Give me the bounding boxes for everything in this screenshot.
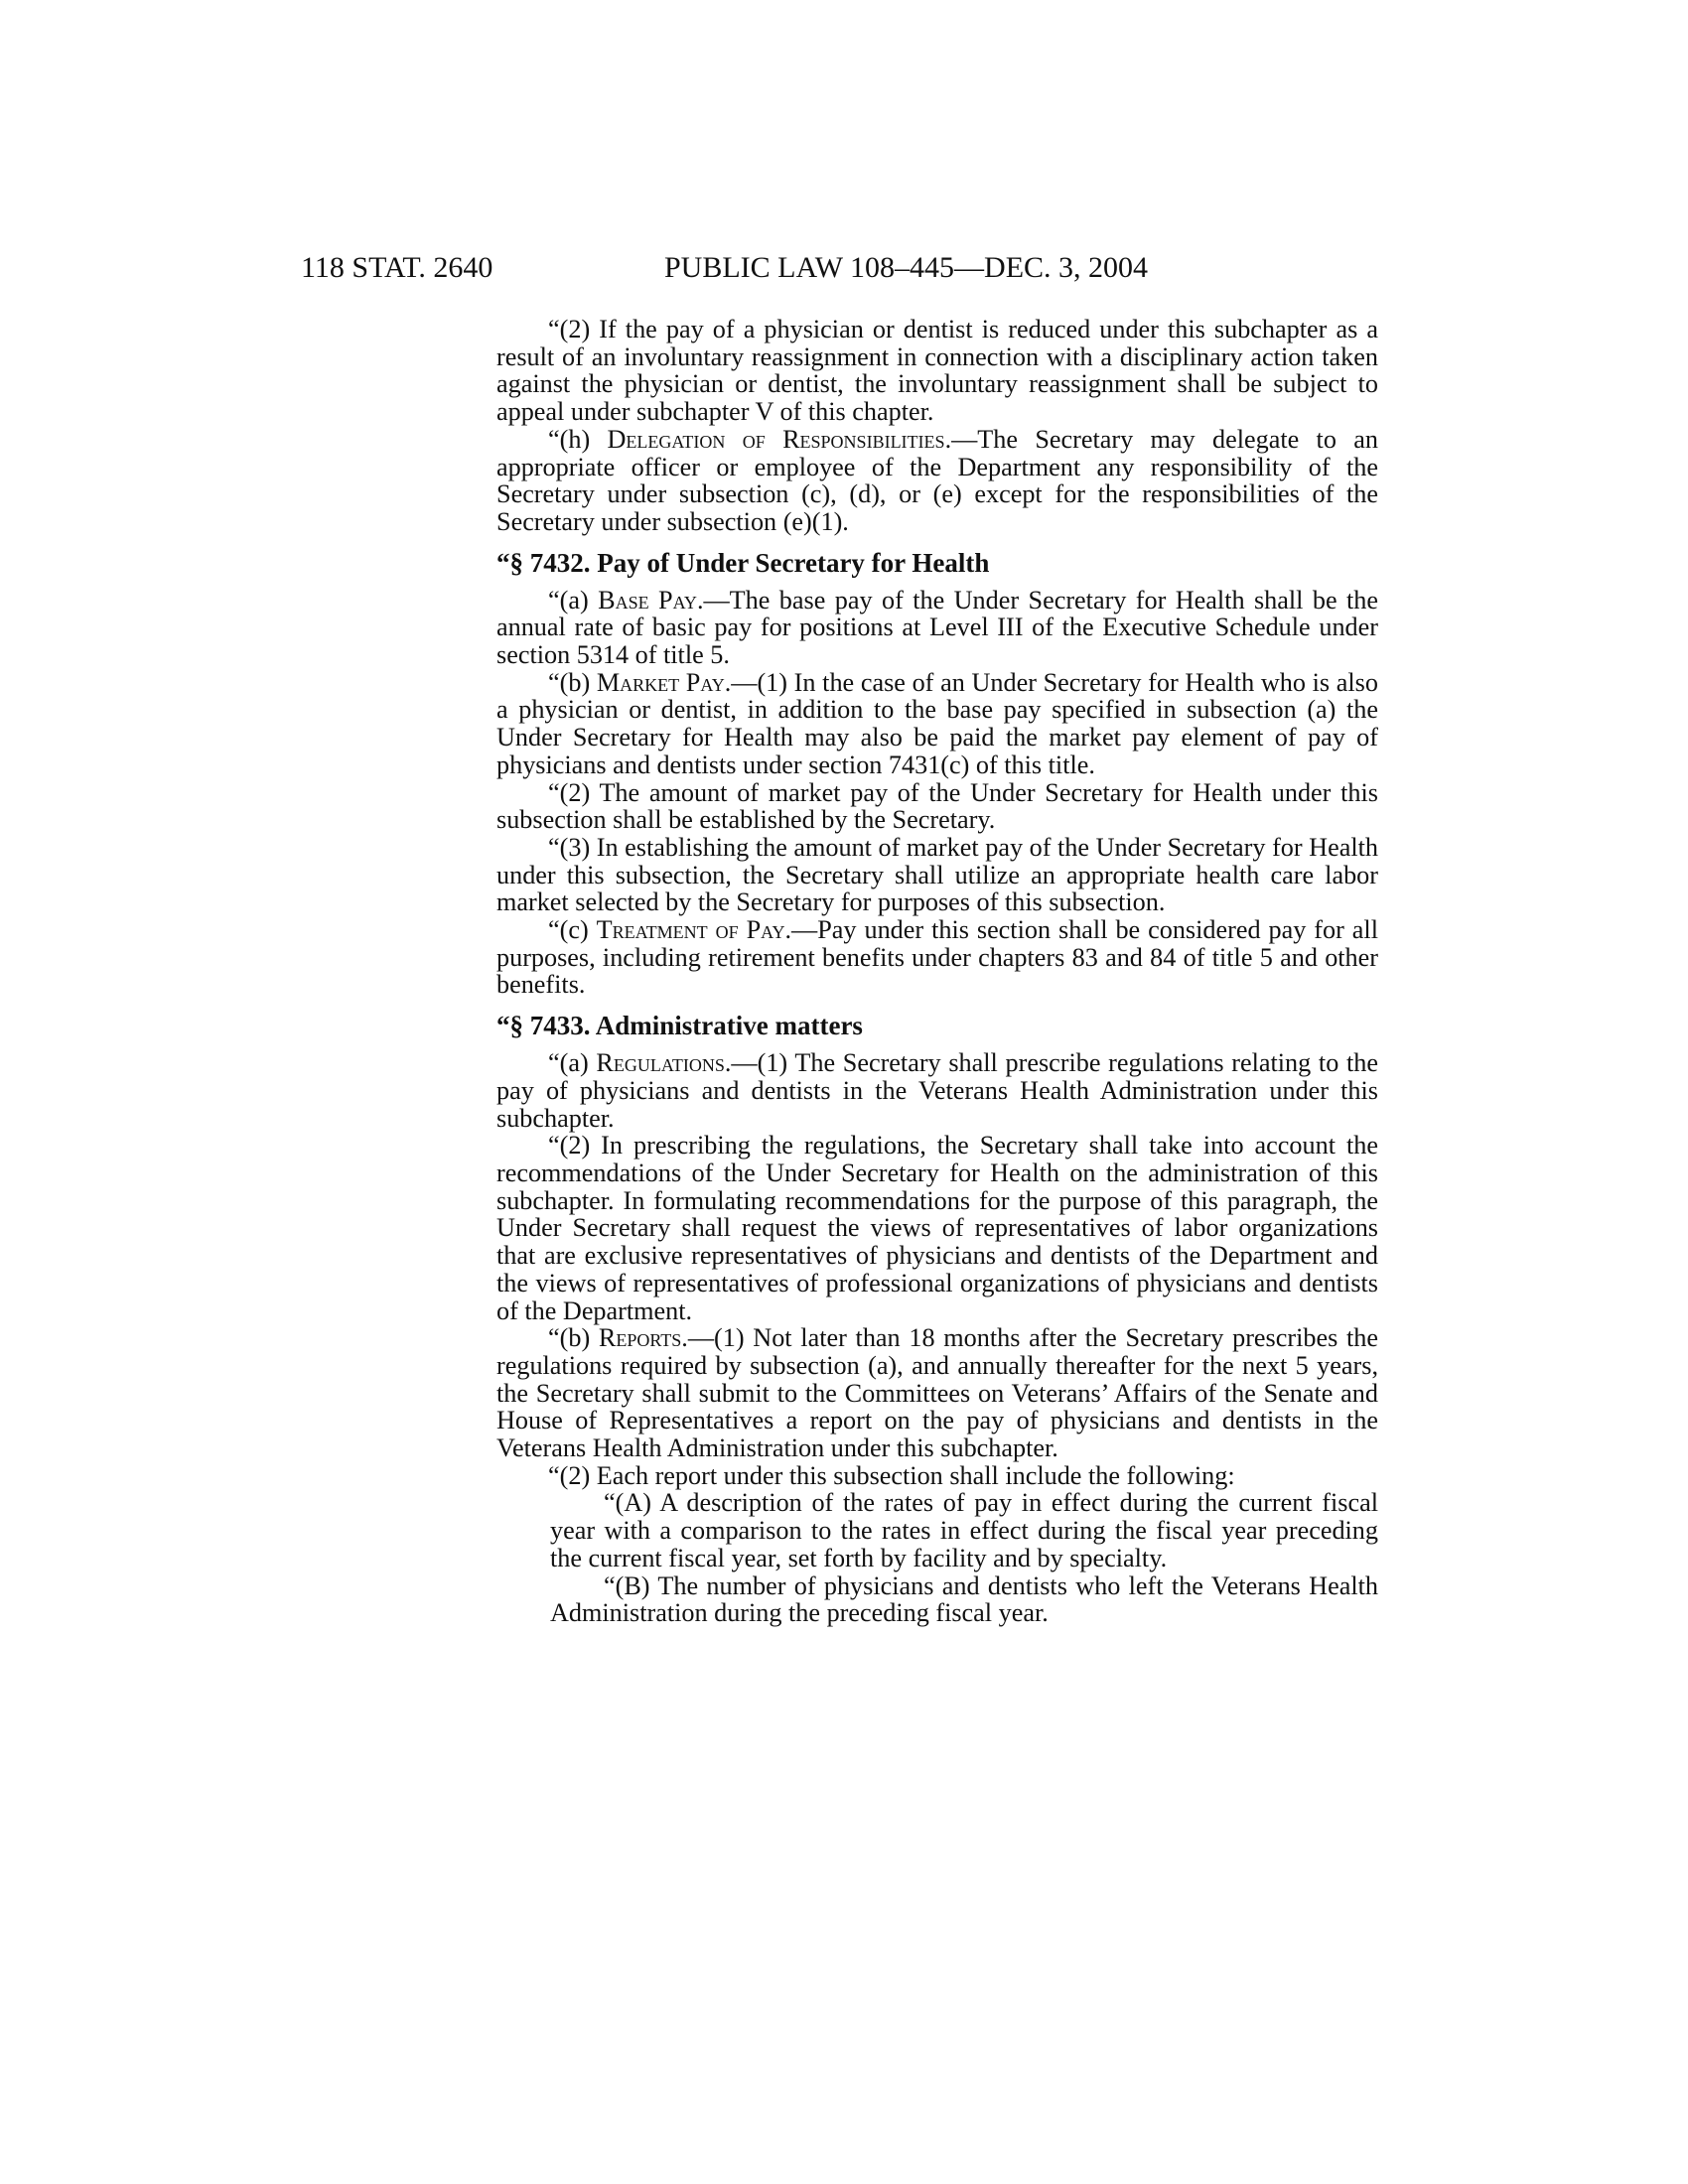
stat-citation: 118 STAT. 2640 — [301, 251, 493, 284]
subsection-h-heading: Delegation of Responsibilities — [607, 424, 945, 454]
section-7432-subsection-c — [496, 916, 1378, 999]
section-7432-heading: “§ 7432. Pay of Under Secretary for Health — [496, 547, 990, 578]
section-7432-a-lead: “(a) — [548, 585, 599, 614]
section-7433-b-lead: “(b) — [548, 1323, 599, 1353]
section-7433-paragraph-a2: “(2) In prescribing the regulations, the Secretary shall take into account the recommendations of the Under Secretary for Health on the administration of this subchapter. In formulating recommendations for the purpose of this paragraph, the Under Secretary shall request the views of representatives of labor organizations that are exclusive representatives of physicians and dentists of the Department and the views of representatives of professional organizations of physicians and dentists of the Department. — [496, 1131, 1378, 1325]
section-7433-subsection-a1 — [496, 1049, 1378, 1132]
section-7432-a-text: .—The base pay of the Under Secretary for Health shall be the annual rate of basic pay for positions at Level III of the Executive Schedule under section 5314 of title 5. — [496, 585, 1378, 670]
section-7432-c-lead: “(c) — [548, 915, 597, 945]
subsection-h-lead: “(h) — [548, 424, 608, 454]
section-7432-subsection-b1 — [496, 669, 1378, 779]
section-7432-b-lead: “(b) — [548, 667, 597, 697]
section-7432-paragraph-b2: “(2) The amount of market pay of the Under Secretary for Health under this subsection shall be established by the Secretary. — [496, 777, 1378, 835]
section-7433-a-heading: Regulations — [596, 1048, 725, 1078]
section-7433-b1-text: .—(1) Not later than 18 months after the Secretary prescribes the regulations required by subsection (a), and annually thereafter for the next 5 years, the Secretary shall submit to the Committees on Veterans’ Affairs of the Senate and House of Representatives a report on the pay of physicians and dentists in the Veterans Health Administration under this subchapter. — [496, 1323, 1378, 1463]
public-law-citation: PUBLIC LAW 108–445—DEC. 3, 2004 — [664, 251, 1149, 284]
statute-text — [496, 316, 1378, 1627]
section-7432-c-text: .—Pay under this section shall be considered pay for all purposes, including retirement benefits under chapters 83 and 84 of title 5 and other benefits. — [496, 915, 1378, 1000]
section-7433-heading: “§ 7433. Administrative matters — [496, 1011, 863, 1041]
subsection-h-text: .—The Secretary may delegate to an appropriate officer or employee of the Department any responsibility of the Secretary under subsection (c), (d), or (e) except for the responsibilities of the Secretary under subsection (e)(1). — [496, 424, 1378, 536]
section-7432-paragraph-b3: “(3) In establishing the amount of market pay of the Under Secretary for Health under this subsection, the Secretary shall utilize an appropriate health care labor market selected by the Secretary for purposes of this subsection. — [496, 832, 1378, 917]
subsection-h — [496, 426, 1378, 536]
paragraph-g2: “(2) If the pay of a physician or dentist is reduced under this subchapter as a result of an involuntary reassignment in connection with a disciplinary action taken against the physician or dentist, the involuntary reassignment shall be subject to appeal under subchapter V of this chapter. — [496, 315, 1378, 427]
section-7432-subsection-a — [496, 587, 1378, 669]
section-7432-c-heading: Treatment of Pay — [596, 915, 785, 945]
section-7432-b1-text: .—(1) In the case of an Under Secretary for Health who is also a physician or dentist, in addition to the base pay specified in subsection (a) the Under Secretary for Health may also be paid the market pay element of pay of physicians and dentists under section 7431(c) of this title. — [496, 667, 1378, 779]
section-7433-a-lead: “(a) — [548, 1048, 597, 1078]
section-7433-subparagraph-A: “(A) A description of the rates of pay in effect during the current fiscal year with a comparison to the rates in effect during the fiscal year preceding the current fiscal year, set forth by facility and by specialty. — [550, 1488, 1378, 1572]
section-7432-a-heading: Base Pay — [598, 585, 697, 614]
section-7433-b-heading: Reports — [598, 1323, 682, 1353]
section-7432-b-heading: Market Pay — [596, 667, 725, 697]
section-7433-subsection-b1 — [496, 1324, 1378, 1462]
section-7433-paragraph-b2: “(2) Each report under this subsection shall include the following: — [548, 1460, 1235, 1490]
section-7433-a1-text: .—(1) The Secretary shall prescribe regulations relating to the pay of physicians and dentists in the Veterans Health Administration under this subchapter. — [496, 1048, 1378, 1133]
section-7433-subparagraph-B: “(B) The number of physicians and dentists who left the Veterans Health Administration during the preceding fiscal year. — [550, 1570, 1378, 1628]
running-head — [301, 248, 1383, 288]
